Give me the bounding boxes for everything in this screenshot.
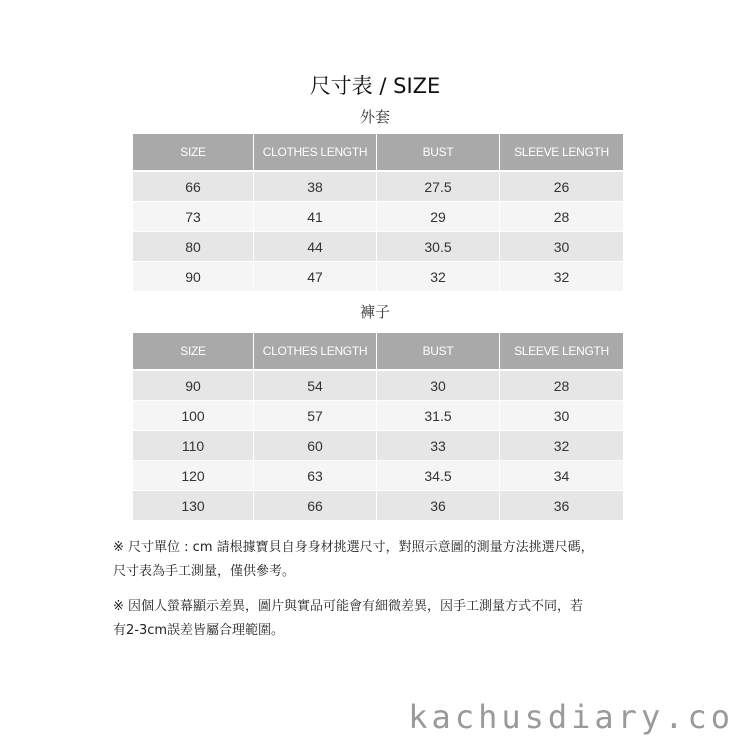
cell-sleeve-length: 28 xyxy=(500,202,623,232)
cell-size: 110 xyxy=(133,431,254,461)
cell-bust: 33 xyxy=(377,431,500,461)
cell-size: 80 xyxy=(133,232,254,262)
pants-size-table xyxy=(133,333,623,521)
cell-size: 90 xyxy=(133,371,254,401)
table-row xyxy=(133,461,623,491)
cell-sleeve-length: 32 xyxy=(500,431,623,461)
cell-bust: 31.5 xyxy=(377,401,500,431)
note-line: 有2-3cm誤差皆屬合理範圍。 xyxy=(113,623,285,638)
table-row xyxy=(133,262,623,292)
table-row xyxy=(133,401,623,431)
cell-sleeve-length: 30 xyxy=(500,232,623,262)
page-title: 尺寸表 / SIZE xyxy=(309,74,441,98)
cell-size: 66 xyxy=(133,172,254,202)
table-header-row xyxy=(133,333,623,371)
cell-clothes-length: 47 xyxy=(254,262,377,292)
cell-bust: 32 xyxy=(377,262,500,292)
header-clothes-length: CLOTHES LENGTH xyxy=(254,333,377,371)
header-clothes-length: CLOTHES LENGTH xyxy=(254,134,377,172)
table-row xyxy=(133,202,623,232)
cell-clothes-length: 60 xyxy=(254,431,377,461)
table-row xyxy=(133,491,623,521)
cell-size: 73 xyxy=(133,202,254,232)
table-header-row xyxy=(133,134,623,172)
header-sleeve-length: SLEEVE LENGTH xyxy=(500,134,623,172)
table-row xyxy=(133,431,623,461)
cell-bust: 34.5 xyxy=(377,461,500,491)
cell-bust: 30 xyxy=(377,371,500,401)
cell-size: 120 xyxy=(133,461,254,491)
cell-size: 90 xyxy=(133,262,254,292)
header-sleeve-length: SLEEVE LENGTH xyxy=(500,333,623,371)
cell-size: 100 xyxy=(133,401,254,431)
cell-bust: 30.5 xyxy=(377,232,500,262)
note-line: ※ 尺寸單位 : cm 請根據寶貝自身身材挑選尺寸，對照示意圖的測量方法挑選尺碼， xyxy=(113,540,594,555)
cell-clothes-length: 57 xyxy=(254,401,377,431)
cell-clothes-length: 66 xyxy=(254,491,377,521)
cell-clothes-length: 38 xyxy=(254,172,377,202)
cell-sleeve-length: 30 xyxy=(500,401,623,431)
table-row xyxy=(133,371,623,401)
cell-sleeve-length: 32 xyxy=(500,262,623,292)
cell-sleeve-length: 36 xyxy=(500,491,623,521)
header-bust: BUST xyxy=(377,134,500,172)
note-line: ※ 因個人螢幕顯示差異，圖片與實品可能會有細微差異，因手工測量方式不同，若 xyxy=(113,599,584,614)
cell-bust: 27.5 xyxy=(377,172,500,202)
pants-section-title: 褲子 xyxy=(359,303,390,321)
note-line: 尺寸表為手工測量，僅供參考。 xyxy=(113,564,296,579)
table-row xyxy=(133,172,623,202)
cell-clothes-length: 41 xyxy=(254,202,377,232)
jacket-section-title: 外套 xyxy=(359,108,390,126)
display-difference-note xyxy=(113,595,653,643)
cell-size: 130 xyxy=(133,491,254,521)
header-size: SIZE xyxy=(133,333,254,371)
cell-sleeve-length: 28 xyxy=(500,371,623,401)
cell-bust: 29 xyxy=(377,202,500,232)
header-size: SIZE xyxy=(133,134,254,172)
cell-sleeve-length: 26 xyxy=(500,172,623,202)
jacket-size-table xyxy=(133,134,623,292)
cell-clothes-length: 63 xyxy=(254,461,377,491)
brand-watermark: kachusdiary.co xyxy=(408,698,734,736)
table-row xyxy=(133,232,623,262)
cell-clothes-length: 54 xyxy=(254,371,377,401)
header-bust: BUST xyxy=(377,333,500,371)
cell-bust: 36 xyxy=(377,491,500,521)
measurement-note xyxy=(113,536,653,584)
cell-sleeve-length: 34 xyxy=(500,461,623,491)
cell-clothes-length: 44 xyxy=(254,232,377,262)
